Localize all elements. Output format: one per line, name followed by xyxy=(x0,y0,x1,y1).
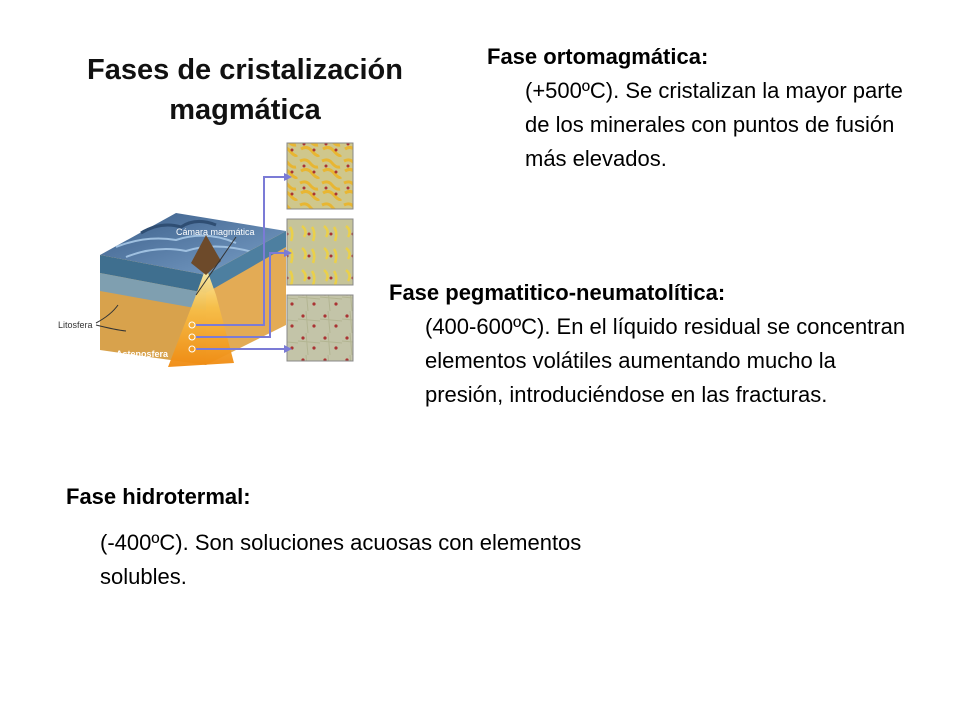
crystal-panel-3 xyxy=(287,295,353,361)
diagram-label-astenosfera: Astenosfera xyxy=(116,349,169,359)
phase-text: (-400ºC). Son soluciones acuosas con elementos solubles. xyxy=(100,530,582,589)
phase-text: (+500ºC). Se cristalizan la mayor parte de los minerales con puntos de fusión más elevados. xyxy=(525,78,903,171)
crystal-panel-1 xyxy=(287,143,353,209)
phase-heading: Fase hidrotermal: xyxy=(66,484,251,509)
crystal-panel-2 xyxy=(287,219,353,285)
diagram-label-litosfera: Litosfera xyxy=(58,320,93,330)
slide-title: Fases de cristalización magmática xyxy=(87,54,403,126)
phase-pegmatitica xyxy=(389,276,909,412)
diagram-label-camara-text: Cámara magmática xyxy=(176,227,255,237)
phase-ortomagmatica xyxy=(487,40,907,176)
diagram-label-camara xyxy=(176,227,255,237)
phase-text: (400-600ºC). En el líquido residual se concentran elementos volátiles aumentando mucho la presión, introduciéndose en las fracturas. xyxy=(425,314,906,407)
phase-heading: Fase ortomagmática: xyxy=(487,44,709,69)
phase-hidrotermal xyxy=(66,480,586,594)
phase-heading: Fase pegmatitico-neumatolítica: xyxy=(389,280,726,305)
magma-chamber-diagram xyxy=(56,135,376,380)
diagram-svg xyxy=(56,135,376,380)
